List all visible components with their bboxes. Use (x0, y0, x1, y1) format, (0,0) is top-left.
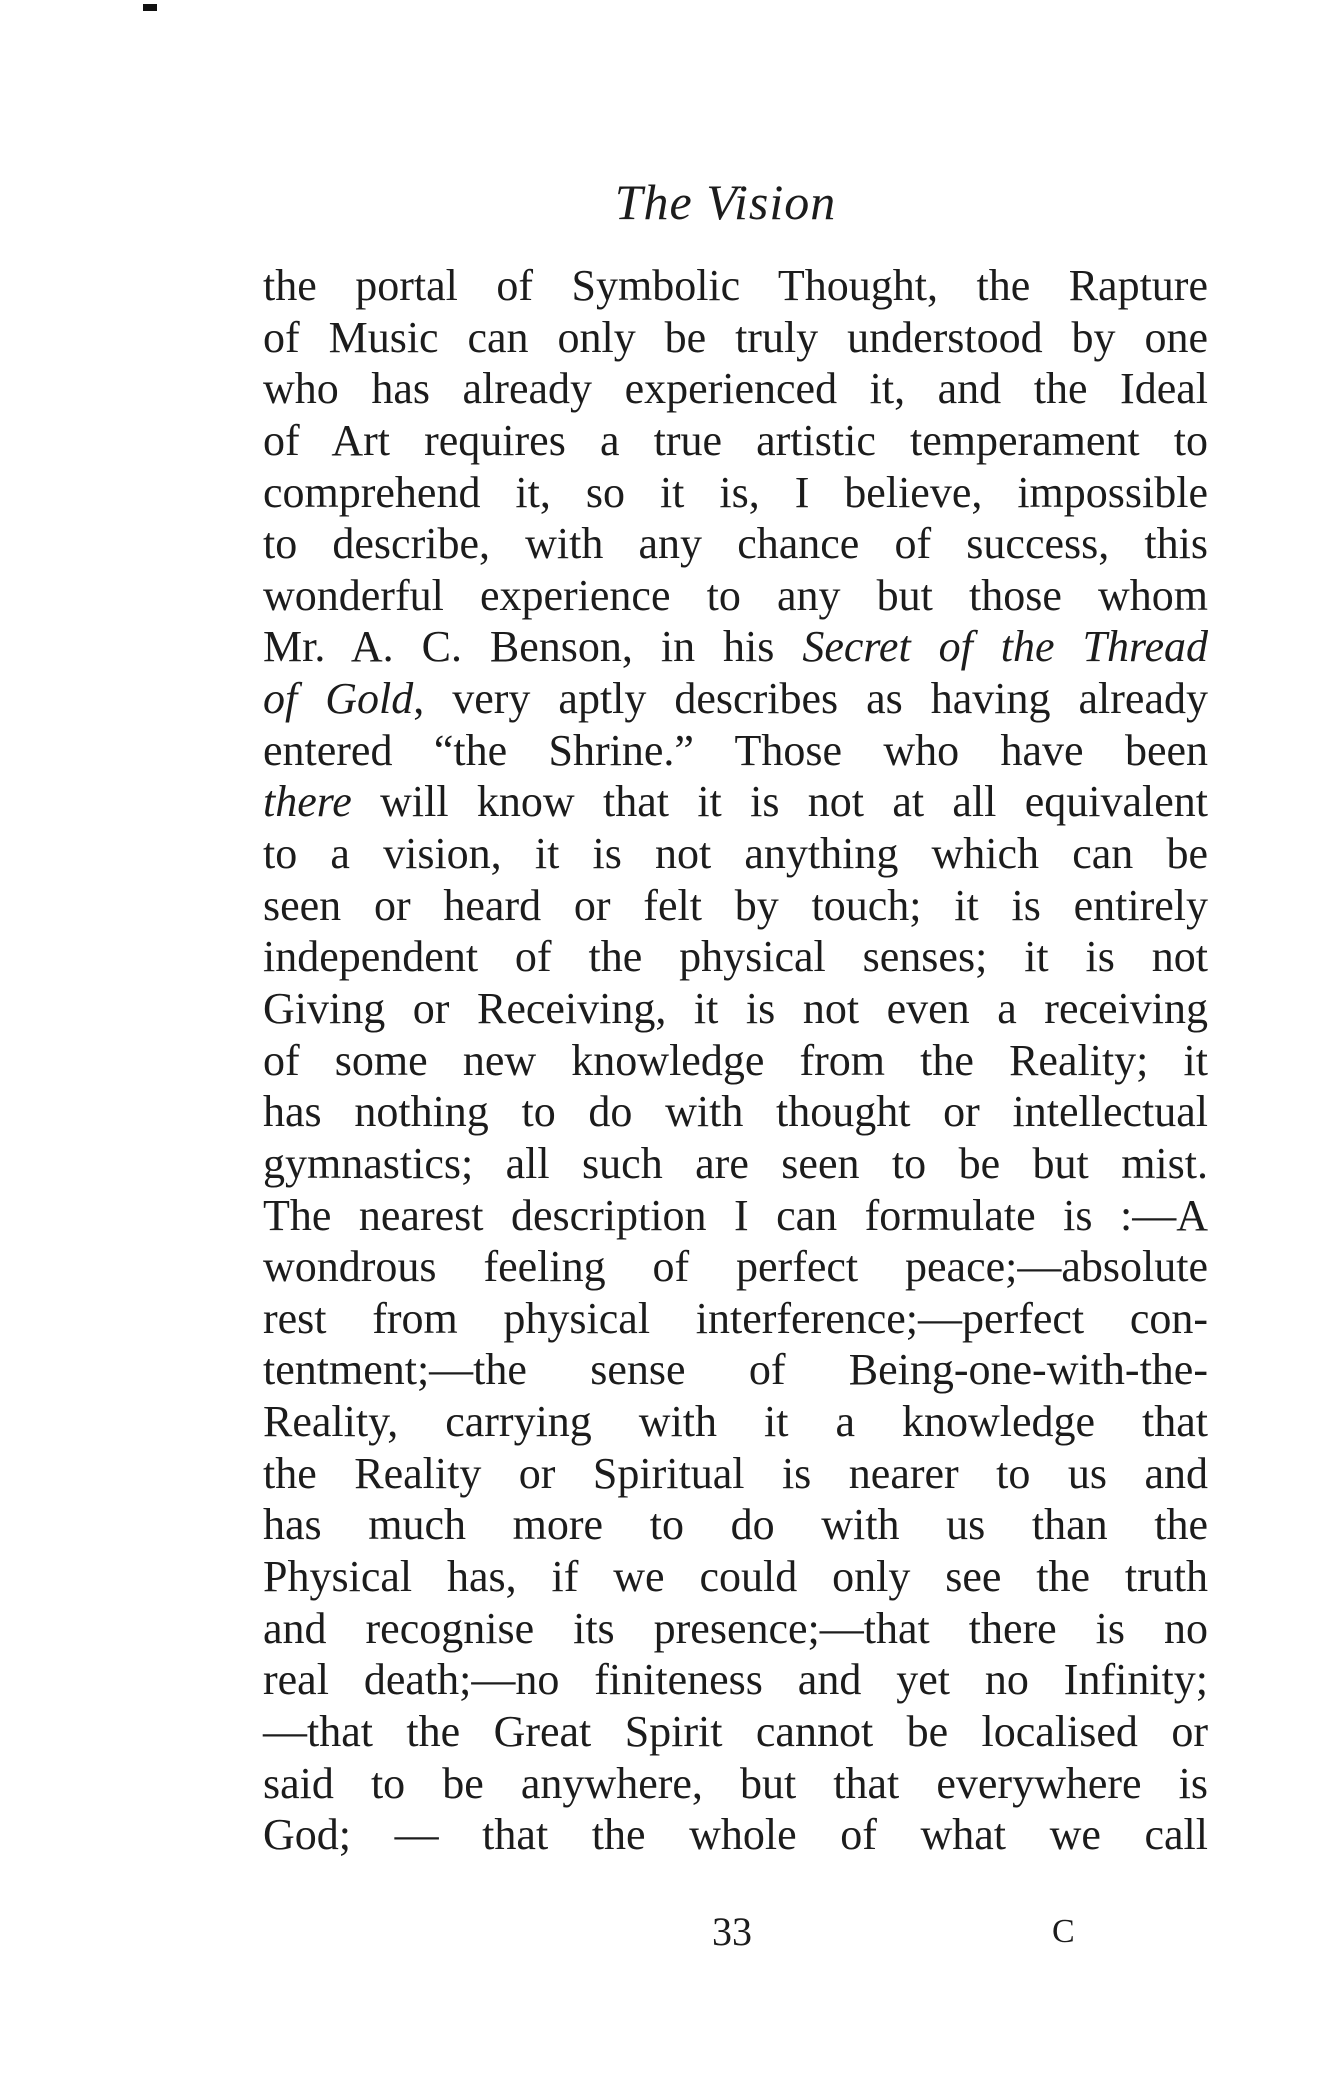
text-line (263, 1706, 1208, 1758)
text-segment: comprehend it, so it is, I believe, impossible (263, 467, 1208, 517)
text-segment: Giving or Receiving, it is not even a receiving (263, 983, 1208, 1033)
text-line (263, 1035, 1208, 1087)
text-segment: entered “the Shrine.” Those who have been (263, 725, 1208, 775)
text-segment: Physical has, if we could only see the truth (263, 1552, 1208, 1602)
text-line (263, 1654, 1208, 1706)
text-segment: gymnastics; all such are seen to be but mist. (263, 1138, 1208, 1188)
text-segment: has much more to do with us than the (263, 1500, 1208, 1550)
text-line (263, 621, 1208, 673)
text-line (263, 1603, 1208, 1655)
text-segment: of Art requires a true artistic temperament to (263, 415, 1208, 465)
scan-edge-mark (143, 4, 157, 11)
text-line (263, 828, 1208, 880)
text-line (263, 1138, 1208, 1190)
body-text (263, 260, 1208, 1861)
text-line (263, 1190, 1208, 1242)
text-segment: of Music can only be truly understood by one (263, 312, 1208, 362)
text-segment: —that the Great Spirit cannot be localised or (263, 1706, 1208, 1756)
text-segment: God; — that the whole of what we call (263, 1810, 1208, 1860)
text-segment: to describe, with any chance of success, this (263, 519, 1208, 569)
text-segment: and recognise its presence;—that there is no (263, 1603, 1208, 1653)
text-segment: seen or heard or felt by touch; it is entirely (263, 880, 1208, 930)
text-segment: has nothing to do with thought or intellectual (263, 1087, 1208, 1137)
text-line (263, 725, 1208, 777)
text-line (263, 518, 1208, 570)
text-line (263, 1758, 1208, 1810)
running-head (0, 172, 1331, 232)
text-segment: Mr. A. C. Benson, in his (263, 622, 803, 672)
text-segment: The nearest description I can formulate is :—A (263, 1190, 1208, 1240)
text-segment: of some new knowledge from the Reality; it (263, 1035, 1208, 1085)
text-line (263, 983, 1208, 1035)
running-head-title: The Vision (614, 174, 837, 230)
text-line (263, 415, 1208, 467)
text-line (263, 1293, 1208, 1345)
text-line (263, 1241, 1208, 1293)
text-line (263, 1551, 1208, 1603)
text-line (263, 776, 1208, 828)
text-segment: the portal of Symbolic Thought, the Rapture (263, 261, 1208, 310)
text-line (263, 1396, 1208, 1448)
page-number: 33 (712, 1909, 752, 1954)
text-line (263, 467, 1208, 519)
text-segment: independent of the physical senses; it is not (263, 932, 1208, 982)
text-line (263, 363, 1208, 415)
text-line (263, 1344, 1208, 1396)
text-line (263, 880, 1208, 932)
text-line (263, 312, 1208, 364)
text-segment: who has already experienced it, and the Ideal (263, 364, 1208, 414)
text-line (263, 1499, 1208, 1551)
text-segment: wondrous feeling of perfect peace;—absolute (263, 1242, 1208, 1292)
text-segment: wonderful experience to any but those whom (263, 570, 1208, 620)
text-line (263, 931, 1208, 983)
text-segment: to a vision, it is not anything which can be (263, 829, 1208, 879)
text-segment: said to be anywhere, but that everywhere is (263, 1758, 1208, 1808)
text-segment: Reality, carrying with it a knowledge that (263, 1397, 1208, 1447)
italic-segment: Secret of the Thread (802, 622, 1208, 672)
text-line (263, 673, 1208, 725)
text-line (263, 1809, 1208, 1861)
text-segment: rest from physical interference;—perfect con- (263, 1293, 1208, 1343)
text-segment: , very aptly describes as having already (413, 674, 1208, 724)
text-segment: will know that it is not at all equivalent (351, 777, 1208, 827)
text-line (263, 1448, 1208, 1500)
italic-segment: there (263, 777, 352, 827)
italic-segment: of Gold (263, 674, 414, 724)
text-segment: tentment;—the sense of Being-one-with-the- (263, 1345, 1208, 1395)
text-line (263, 260, 1208, 312)
text-segment: the Reality or Spiritual is nearer to us and (263, 1448, 1208, 1498)
text-line (263, 570, 1208, 622)
text-line (263, 1086, 1208, 1138)
text-segment: real death;—no finiteness and yet no Infinity; (263, 1655, 1208, 1705)
signature-mark: C (1052, 1913, 1075, 1950)
